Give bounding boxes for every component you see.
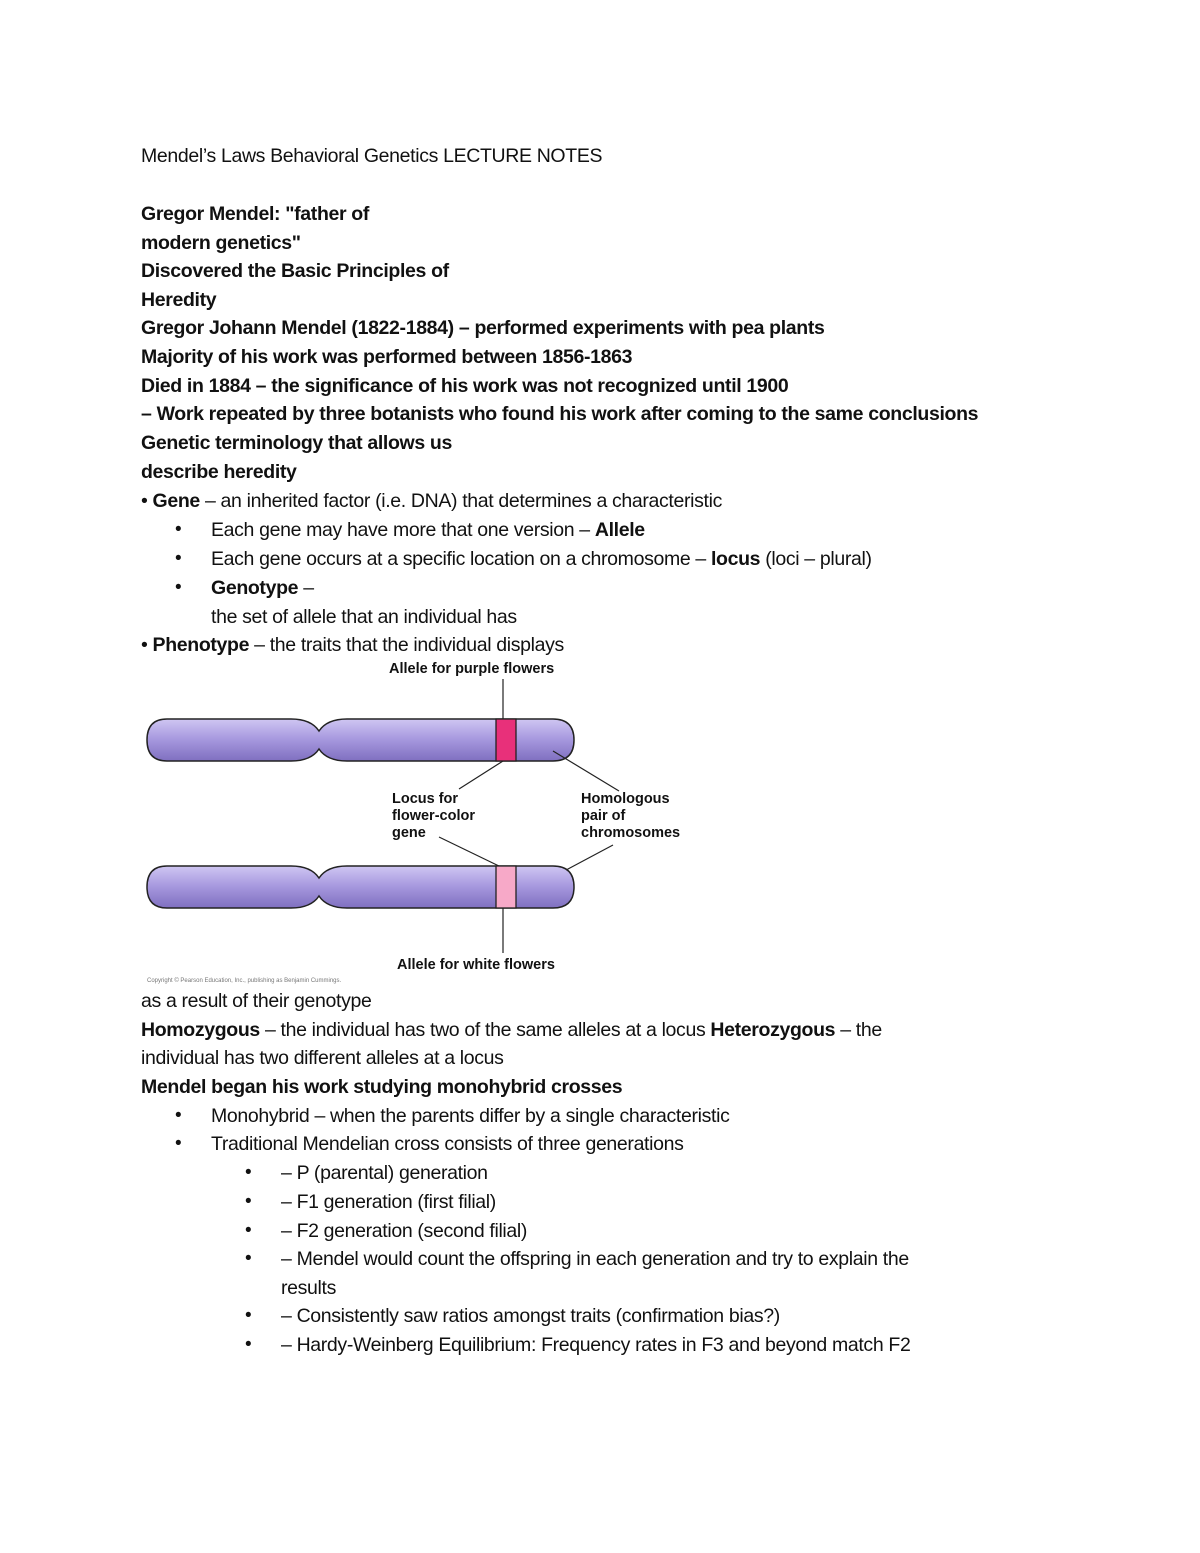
allele-purple-band [496,719,516,761]
copyright-note: Copyright © Pearson Education, Inc., publishing as Benjamin Cummings. [147,978,342,984]
chromosome-figure [141,657,741,987]
list-item: – Consistently saw ratios amongst traits (confirmation bias?) [281,1305,780,1327]
intro-line: Gregor Johann Mendel (1822-1884) – performed experiments with pea plants [141,317,825,339]
pointer-line [439,837,501,867]
list-item: Traditional Mendelian cross consists of three generations [211,1133,684,1155]
document-title: Mendel’s Laws Behavioral Genetics LECTURE NOTES [141,145,603,167]
intro-line: – Work repeated by three botanists who found his work after coming to the same conclusions [141,403,979,425]
label-homologous: pair of [581,808,626,824]
bullet-dot: • [245,1305,252,1326]
phenotype-definition: • Phenotype – the traits that the individual displays [141,634,564,656]
intro-line: describe heredity [141,461,297,483]
bullet-dot: • [245,1248,252,1269]
zygosity-line: individual has two different alleles at a locus [141,1047,504,1069]
genotype-definition: the set of allele that an individual has [211,606,517,628]
pointer-line [459,761,503,789]
gene-definition: • Gene – an inherited factor (i.e. DNA) that determines a characteristic [141,490,722,512]
bullet-dot: • [175,577,182,598]
bullet-dot: • [245,1334,252,1355]
label-homologous: chromosomes [581,825,681,841]
genotype-item: Genotype – [211,577,314,599]
bullet-dot: • [245,1162,252,1183]
zygosity-line: Homozygous – the individual has two of the same alleles at a locus Heterozygous – the [141,1019,882,1041]
list-item: Monohybrid – when the parents differ by a single characteristic [211,1105,730,1127]
label-locus: gene [392,825,426,841]
allele-item: Each gene may have more that one version – Allele [211,519,645,541]
intro-line: Majority of his work was performed between 1856-1863 [141,346,633,368]
locus-item: Each gene occurs at a specific location on a chromosome – locus (loci – plural) [211,548,872,570]
list-item: – Hardy-Weinberg Equilibrium: Frequency rates in F3 and beyond match F2 [281,1334,911,1356]
allele-white-band [496,866,516,908]
bullet-dot: • [175,1105,182,1126]
bullet-dot: • [245,1191,252,1212]
bullet-dot: • [245,1220,252,1241]
label-homologous: Homologous [581,791,670,807]
list-item: – F1 generation (first filial) [281,1191,496,1213]
label-allele-white: Allele for white flowers [397,957,555,973]
pointer-line [553,751,619,791]
bullet-dot: • [175,519,182,540]
list-item: – F2 generation (second filial) [281,1220,528,1242]
label-locus: flower-color [392,808,475,824]
list-item: – P (parental) generation [281,1162,488,1184]
genotype-result-line: as a result of their genotype [141,990,372,1012]
intro-line: Heredity [141,289,217,311]
intro-line: Died in 1884 – the significance of his work was not recognized until 1900 [141,375,789,397]
bullet-dot: • [175,1133,182,1154]
intro-line: Discovered the Basic Principles of [141,260,449,282]
label-locus: Locus for [392,791,459,807]
label-allele-purple: Allele for purple flowers [389,661,555,677]
list-item: – Mendel would count the offspring in each generation and try to explain the [281,1248,909,1270]
gene-term: Gene [152,490,200,512]
intro-line: modern genetics" [141,232,301,254]
intro-line: Gregor Mendel: "father of [141,203,370,225]
intro-line: Genetic terminology that allows us [141,432,452,454]
monohybrid-heading: Mendel began his work studying monohybrid crosses [141,1076,623,1098]
list-item-continuation: results [281,1277,336,1299]
bullet-dot: • [175,548,182,569]
